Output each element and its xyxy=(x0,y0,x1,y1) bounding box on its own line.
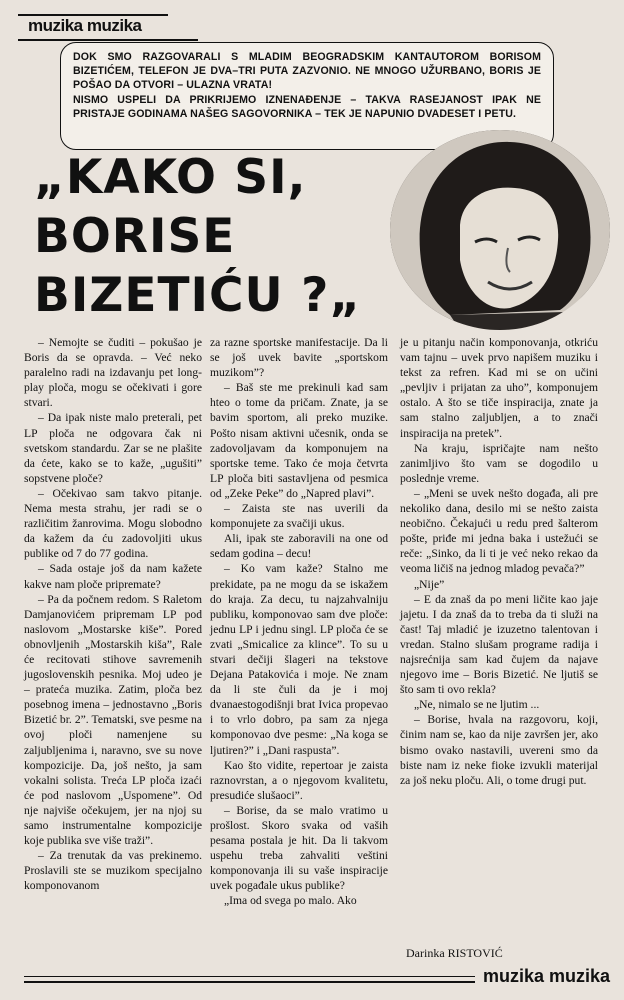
article-paragraph: Kao što vidite, repertoar je zaista raznovrstan, a o njegovom kvalitetu, presudiće slušaoci”. xyxy=(210,758,388,802)
masthead-top xyxy=(18,14,168,38)
headline-line-2: BORISE xyxy=(34,209,236,264)
article-column-3 xyxy=(400,335,598,788)
intro-paragraph: DOK SMO RAZGOVARALI S MLADIM BEOGRADSKIM KANTAUTOROM BORISOM BIZETIĆEM, TELEFON JE DVA–TRI PUTA ZAZVONIO. NE MNOGO UŽURBANO, BORIS JE POŠAO DA OTVORI – ULAZNA VRATA! xyxy=(73,51,541,92)
headline-line-3: BIZETIĆU ?„ xyxy=(34,268,362,323)
article-paragraph: – Nemojte se čuditi – pokušao je Boris da se opravda. – Već neko paralelno radi na izdavanju pet long-play ploča, mogu se očekivati i gore stvari. xyxy=(24,336,202,410)
article-paragraph: – „Meni se uvek nešto događa, ali pre nekoliko dana, desilo mi se nešto zaista neobično. Čekajući u redu pred šalterom pošte, priđe mi jedna baka i ustežući se reče: „Sinko, da li ti je već neko rekao da veoma ličiš na jednog mladog pevača?” xyxy=(400,486,598,576)
portrait-photo xyxy=(390,130,610,330)
article-paragraph: – Borise, da se malo vratimo u prošlost. Skoro svaka od vaših pesama postala je hit. Da li takvom uspehu treba zahvaliti veštini komponovanja ili su vaše inspiracije uvek pogađale ukus publike? xyxy=(210,803,388,893)
article-paragraph: – Zaista ste nas uverili da komponujete za svačiji ukus. xyxy=(210,502,388,531)
article-paragraph: „Ima od svega po malo. Ako xyxy=(224,894,357,908)
article-paragraph: – Očekivao sam takvo pitanje. Nema mesta strahu, jer radi se o različitim žanrovima. Mogu slobodno da kažem da ću zadovoljiti ukus publike od 7 do 77 godina. xyxy=(24,486,202,561)
author-signature: Darinka RISTOVIĆ xyxy=(406,946,503,960)
masthead-rule xyxy=(18,39,198,41)
article-paragraph: „Nije” xyxy=(414,577,445,591)
intro-paragraph: NISMO USPELI DA PRIKRIJEMO IZNENAĐENJE – TAKVA RASEJANOST IPAK NE PRISTAJE GODINAMA NAŠEG SAGOVORNIKA – TEK JE NAPUNIO DVADESET I PETU. xyxy=(73,93,541,120)
article-paragraph: Na kraju, ispričajte nam nešto zanimljivo što vam se dogodilo u poslednje vreme. xyxy=(400,441,598,485)
masthead-label: muzika muzika xyxy=(28,16,142,35)
article-paragraph: „Ne, nimalo se ne ljutim ... xyxy=(414,698,540,712)
footer-masthead-label: muzika muzika xyxy=(475,966,610,987)
masthead-bottom xyxy=(24,966,610,994)
headline xyxy=(34,148,394,325)
article-paragraph: – Borise, hvala na razgovoru, koji, činim nam se, kao da nije završen jer, ako bismo ovako nastavili, uvereni smo da biste nam iz neke fioke izvukli materijal za još neku ploču. Ali, o tome drugi put. xyxy=(400,713,598,787)
article-paragraph: – Ko vam kaže? Stalno me prekidate, pa ne mogu da se iskažem do kraja. Za decu, tu najzahvalniju publiku, komponovao sam dve ploče: jednu LP i jednu singl. LP ploča će se zvati „Smicalice za klince”. To su u stvari dečiji šlageri na tekstove Dejana Patakovića i moje. Ne znam da li ste čuli da je i moj dvanaestogodišnji brat Ivica propevao i to vrlo dobro, pa sam za njega komponovao dve pesme: „Na koga se ljutiren?” i „Dani raspusta”. xyxy=(210,562,388,757)
article-paragraph: Ali, ipak ste zaboravili na one od sedam godina – decu! xyxy=(210,532,388,561)
article-paragraph: – Da ipak niste malo preterali, pet LP ploča ne odgovara čak ni svetskom standardu. Zar se ne plašite da ćete, kako se to kaže, „ugušiti” sopstvene ploče? xyxy=(24,411,202,485)
article-paragraph: – E da znaš da po meni ličite kao jaje jajetu. I da znaš da to treba da ti služi na čast! Taj mladić je izuzetno talentovan i vredan. Stalno slušam programe radija i najsrećnija sam kad čujem da najave njegovo ime – Boris Bizetić. Ne ljutiš se što sam ti ovo rekla? xyxy=(400,592,598,697)
article-paragraph: – Za trenutak da vas prekinemo. Proslavili ste se muzikom specijalno komponovanom xyxy=(24,849,202,893)
article-paragraph: je u pitanju način komponovanja, otkriću vam tajnu – uvek prvo napišem muziku i tekst za refren. Kad mi se on učini „pevljiv i prijatan za uho”, komponujem ostalo. A što se tiče inspiracija, znate ja sam stalno zaljubljen, a to znači inspiracija na pretek”. xyxy=(400,336,598,440)
article-paragraph: – Baš ste me prekinuli kad sam hteo o tome da pričam. Znate, ja se bavim sportom, ali preko muzike. Pošto nisam aktivni učesnik, onda se zadovoljavam da komponujem na sportske teme. Tako će moja četvrta LP ploča biti sastavljena od pesmica od „Zeke Peke” do „Napred plavi”. xyxy=(210,381,388,500)
headline-line-1: „KAKO SI, xyxy=(34,150,307,205)
article-paragraph: – Sada ostaje još da nam kažete kakve nam ploče pripremate? xyxy=(24,562,202,591)
article-paragraph: – Pa da počnem redom. S Raletom Damjanovićem pripremam LP pod naslovom „Mostarske kiše”. Pored obnovljenih „Mostarskih kiša”, Rale će recitovati stihove savremenih jugoslovenskih pesnika. Moj udeo je – prateća muzika. Zatim, ploča bez posebnog imena – jednostavno „Boris Bizetić br. 2”. Tematski, sve pesme na ovoj ploči namenjene su zaljubljenima i, naravno, sve su nove kompozicije. Da, još nešto, ja sam vokalni solista. Treća LP ploča izaći će pod naslovom „Uspomene”. Od nje najviše očekujem, jer na njoj su samo instrumentalne kompozicije koje publika sve više traži”. xyxy=(24,592,202,848)
article-column-1 xyxy=(24,335,202,893)
portrait-drawing xyxy=(390,130,610,330)
article-paragraph: za razne sportske manifestacije. Da li se još uvek bavite „sportskom muzikom”? xyxy=(210,336,388,380)
article-column-2 xyxy=(210,335,388,909)
